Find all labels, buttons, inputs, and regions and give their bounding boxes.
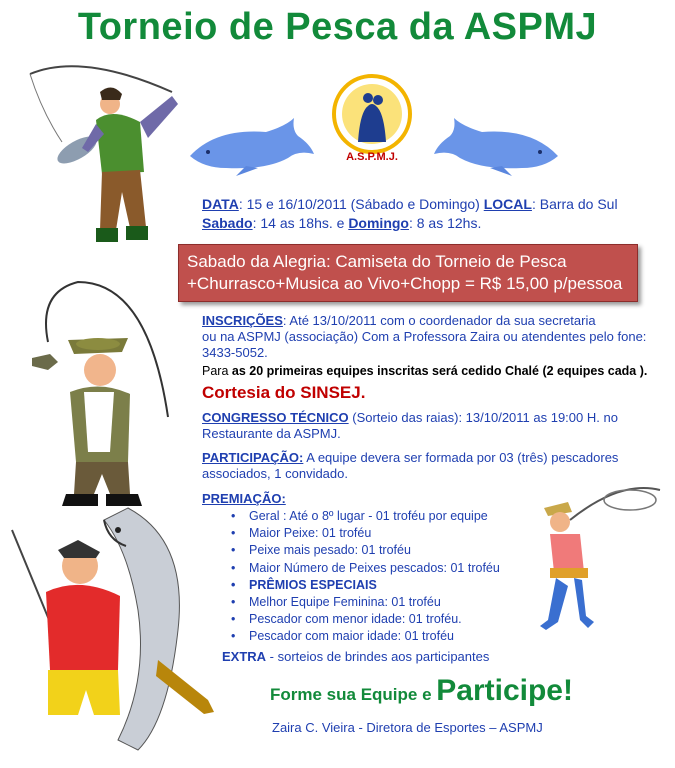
fisherman-1-icon (22, 52, 192, 262)
data-label: DATA (202, 196, 239, 212)
chale-text: as 20 primeiras equipes inscritas será cedido Chalé (2 equipes cada ). (231, 364, 648, 378)
premio-item: • Maior Número de Peixes pescados: 01 troféu (231, 560, 500, 575)
sabado-alegria-banner (178, 244, 638, 302)
fisherman-3-icon (8, 500, 218, 762)
inscricoes-text-3: 3433-5052. (202, 345, 268, 360)
banner-line-2: +Churrasco+Musica ao Vivo+Chopp = R$ 15,00 p/pessoa (187, 274, 623, 293)
participacao-text-1: A equipe devera ser formada por 03 (três) pescadores (303, 450, 619, 465)
extra-line (222, 649, 489, 665)
premio-item: • Peixe mais pesado: 01 troféu (231, 543, 411, 558)
congresso-block (202, 410, 662, 442)
inscricoes-block (202, 313, 662, 401)
premio-item: • Maior Peixe: 01 troféu (231, 526, 372, 541)
page-title: Torneio de Pesca da ASPMJ (77, 6, 598, 48)
inscricoes-label: INSCRIÇÕES (202, 313, 283, 328)
sabado-value: : 14 as 18hs. e (252, 215, 349, 231)
date-line (202, 195, 618, 233)
svg-text:A.S.P.M.J.: A.S.P.M.J. (346, 151, 398, 163)
extra-text: - sorteios de brindes aos participantes (266, 649, 490, 664)
congresso-text-1: (Sorteio das raias): 13/10/2011 as 19:00 H. no (348, 410, 618, 425)
aspmj-logo-icon (330, 72, 414, 168)
inscricoes-text-2: ou na ASPMJ (associação) Com a Professora Zaira ou atendentes pelo fone: (202, 329, 647, 344)
premiacao-list (225, 509, 555, 647)
especial-item: • Pescador com menor idade: 01 troféu. (231, 612, 462, 627)
dolphin-right-icon (432, 118, 562, 176)
participe-text: Participe! (436, 674, 573, 707)
dolphin-left-icon (186, 118, 316, 176)
fisherman-4-icon (510, 480, 670, 640)
data-value: : 15 e 16/10/2011 (Sábado e Domingo) (238, 196, 484, 212)
premiacao-label: PREMIAÇÃO: (202, 491, 286, 506)
domingo-label: Domingo (348, 215, 409, 231)
domingo-value: : 8 as 12hs. (408, 215, 482, 231)
congresso-label: CONGRESSO TÉCNICO (202, 410, 349, 425)
banner-line-1: Sabado da Alegria: Camiseta do Torneio de Pesca (187, 252, 567, 271)
participacao-text-2: associados, 1 convidado. (202, 466, 348, 481)
fisherman-2-icon (18, 262, 178, 512)
participacao-label: PARTICIPAÇÃO: (202, 450, 304, 465)
inscricoes-text-1: : Até 13/10/2011 com o coordenador da sua secretaria (282, 313, 596, 328)
premio-item: • Geral : Até o 8º lugar - 01 troféu por equipe (231, 509, 488, 523)
extra-label: EXTRA (222, 649, 267, 664)
congresso-text-2: Restaurante da ASPMJ. (202, 426, 341, 441)
signature: Zaira C. Vieira - Diretora de Esportes – ASPMJ (272, 720, 543, 735)
chale-pre: Para (202, 364, 232, 378)
local-value: : Barra do Sul (531, 196, 618, 212)
local-label: LOCAL (483, 196, 532, 212)
especiais-label: • PRÊMIOS ESPECIAIS (231, 577, 377, 592)
participacao-block (202, 450, 662, 482)
sabado-label: Sabado (202, 215, 253, 231)
especial-item: • Melhor Equipe Feminina: 01 troféu (231, 594, 441, 609)
especial-item: • Pescador com maior idade: 01 troféu (231, 629, 454, 644)
cortesia-text: Cortesia do SINSEJ. (202, 383, 366, 402)
forme-equipe-line (270, 674, 573, 708)
forme-text: Forme sua Equipe e (270, 685, 437, 704)
